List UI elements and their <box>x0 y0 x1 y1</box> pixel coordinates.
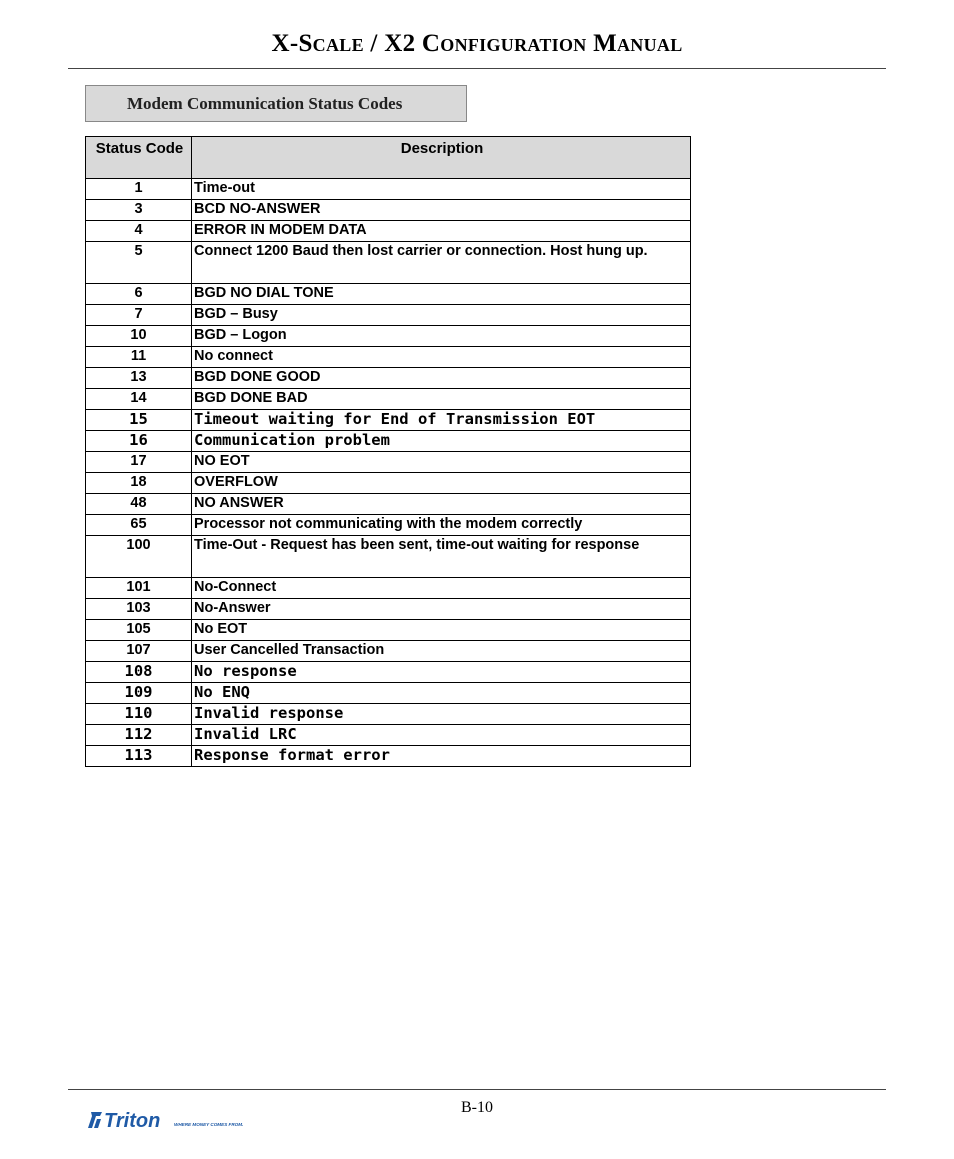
description-cell: Response format error <box>192 746 691 767</box>
status-code-cell: 65 <box>86 515 192 536</box>
status-code-cell: 101 <box>86 578 192 599</box>
table-header-row <box>86 137 691 179</box>
table-row <box>86 242 691 284</box>
table-row <box>86 725 691 746</box>
description-cell: No response <box>192 662 691 683</box>
description-cell: BGD NO DIAL TONE <box>192 284 691 305</box>
table-row <box>86 662 691 683</box>
table-row <box>86 431 691 452</box>
description-cell: BGD – Logon <box>192 326 691 347</box>
status-code-cell: 109 <box>86 683 192 704</box>
status-code-cell: 17 <box>86 452 192 473</box>
triton-logo-wordmark: Triton <box>104 1110 161 1132</box>
description-cell: User Cancelled Transaction <box>192 641 691 662</box>
table-row <box>86 389 691 410</box>
description-cell: BCD NO-ANSWER <box>192 200 691 221</box>
description-cell: BGD DONE GOOD <box>192 368 691 389</box>
table-row <box>86 599 691 620</box>
description-cell: No-Connect <box>192 578 691 599</box>
description-cell: Processor not communicating with the modem correctly <box>192 515 691 536</box>
status-codes-table <box>85 136 691 767</box>
table-row <box>86 494 691 515</box>
column-header-status-code: Status Code <box>86 137 192 179</box>
status-code-cell: 4 <box>86 221 192 242</box>
description-cell: Invalid response <box>192 704 691 725</box>
table-row <box>86 683 691 704</box>
status-code-cell: 110 <box>86 704 192 725</box>
status-code-cell: 11 <box>86 347 192 368</box>
description-cell: ERROR IN MODEM DATA <box>192 221 691 242</box>
description-cell: BGD – Busy <box>192 305 691 326</box>
manual-title: X-Scale / X2 Configuration Manual <box>271 30 683 57</box>
status-code-cell: 3 <box>86 200 192 221</box>
table-row <box>86 368 691 389</box>
table-row <box>86 284 691 305</box>
table-row <box>86 704 691 725</box>
status-code-cell: 112 <box>86 725 192 746</box>
table-row <box>86 326 691 347</box>
table-row <box>86 473 691 494</box>
description-cell: NO EOT <box>192 452 691 473</box>
status-code-cell: 5 <box>86 242 192 284</box>
status-code-cell: 6 <box>86 284 192 305</box>
status-code-cell: 16 <box>86 431 192 452</box>
status-code-cell: 13 <box>86 368 192 389</box>
table-row <box>86 179 691 200</box>
description-cell: No-Answer <box>192 599 691 620</box>
table-row <box>86 452 691 473</box>
description-cell: Time-Out - Request has been sent, time-out waiting for response <box>192 536 691 578</box>
status-code-cell: 7 <box>86 305 192 326</box>
table-row <box>86 578 691 599</box>
description-cell: Timeout waiting for End of Transmission EOT <box>192 410 691 431</box>
description-cell: Invalid LRC <box>192 725 691 746</box>
page-number: B-10 <box>461 1099 493 1116</box>
status-code-cell: 100 <box>86 536 192 578</box>
status-code-cell: 108 <box>86 662 192 683</box>
description-cell: No connect <box>192 347 691 368</box>
triton-logo <box>88 1106 253 1136</box>
table-row <box>86 536 691 578</box>
status-code-cell: 113 <box>86 746 192 767</box>
status-code-cell: 1 <box>86 179 192 200</box>
header-divider <box>68 68 886 69</box>
description-cell: BGD DONE BAD <box>192 389 691 410</box>
table-row <box>86 305 691 326</box>
table-row <box>86 410 691 431</box>
status-code-cell: 107 <box>86 641 192 662</box>
status-code-cell: 10 <box>86 326 192 347</box>
table-row <box>86 641 691 662</box>
description-cell: OVERFLOW <box>192 473 691 494</box>
status-code-cell: 14 <box>86 389 192 410</box>
description-cell: Time-out <box>192 179 691 200</box>
status-code-cell: 18 <box>86 473 192 494</box>
table-row <box>86 221 691 242</box>
table-row <box>86 515 691 536</box>
status-code-cell: 48 <box>86 494 192 515</box>
table-row <box>86 620 691 641</box>
description-cell: Communication problem <box>192 431 691 452</box>
status-code-cell: 103 <box>86 599 192 620</box>
status-code-cell: 105 <box>86 620 192 641</box>
column-header-description: Description <box>192 137 691 179</box>
table-row <box>86 200 691 221</box>
footer-divider <box>68 1089 886 1090</box>
description-cell: NO ANSWER <box>192 494 691 515</box>
description-cell: Connect 1200 Baud then lost carrier or connection. Host hung up. <box>192 242 691 284</box>
section-title: Modem Communication Status Codes <box>85 85 467 122</box>
description-cell: No EOT <box>192 620 691 641</box>
table-row <box>86 347 691 368</box>
status-code-cell: 15 <box>86 410 192 431</box>
description-cell: No ENQ <box>192 683 691 704</box>
table-row <box>86 746 691 767</box>
triton-logo-tagline: WHERE MONEY COMES FROM. <box>174 1122 244 1127</box>
